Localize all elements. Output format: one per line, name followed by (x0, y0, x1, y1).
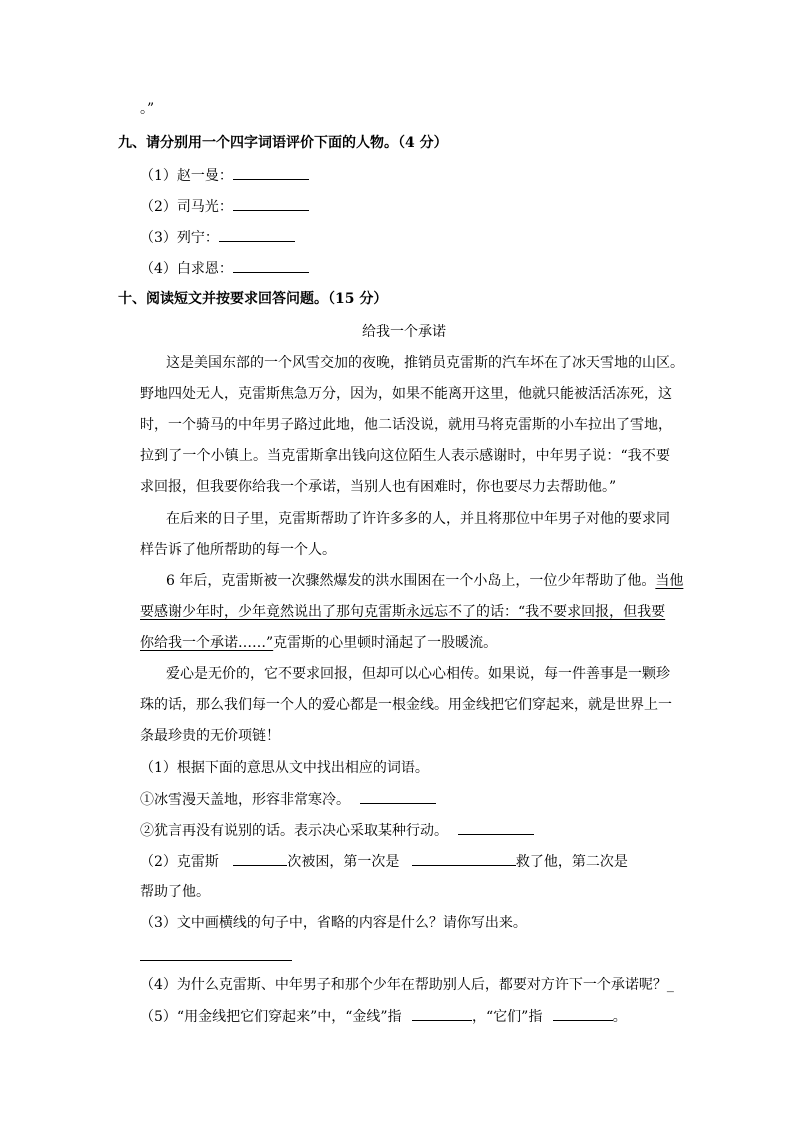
sub2-label-a: （2）克雷斯 (140, 854, 219, 870)
q9-item-1-blank[interactable] (233, 165, 309, 180)
sub3-answer-line[interactable] (140, 946, 292, 961)
sub5-label-a: （5）“用金线把它们穿起来”中，“金线”指 (140, 1009, 402, 1025)
sub2-blank-1[interactable] (233, 851, 287, 866)
top-fragment: 。” (140, 101, 155, 117)
q9-item-3 (140, 227, 295, 248)
p1-line-4: 拉到了一个小镇上。当克雷斯拿出钱向这位陌生人表示感谢时，中年男子说：“我不要 (140, 448, 670, 464)
p1-line-3: 时，一个骑马的中年男子路过此地，他二话没说，就用马将克雷斯的小车拉出了雪地， (140, 417, 672, 433)
sub3-question: （3）文中画横线的句子中，省略的内容是什么？请你写出来。 (140, 915, 527, 931)
sub2-label-b: 次被困，第一次是 (287, 854, 400, 870)
p3-line-2-underlined: 要感谢少年时，少年竟然说出了那句克雷斯永远忘不了的话：“我不要求回报，但我要 (140, 604, 666, 620)
q9-item-4-label: （4）白求恩： (140, 261, 233, 277)
sub5-blank-1[interactable] (412, 1006, 472, 1021)
sub5-blank-2[interactable] (553, 1006, 613, 1021)
p4-line-3: 条最珍贵的无价项链！ (140, 728, 280, 744)
sub5-line (140, 1006, 627, 1027)
p3-line-1 (166, 571, 683, 591)
p1-line-5: 求回报，但我要你给我一个承诺，当别人也有困难时，你也要尽力去帮助他。” (140, 479, 617, 495)
sub5-label-c: 。 (612, 1009, 627, 1025)
sub2-line-1 (140, 851, 675, 872)
p4-line-1: 爱心是无价的，它不要求回报，但却可以心心相传。如果说，每一件善事是一颗珍 (166, 666, 670, 682)
sub1-a-text: ①冰雪漫天盖地，形容非常寒冷。 (140, 792, 350, 808)
passage-title: 给我一个承诺 (362, 324, 446, 340)
sub1-a-blank[interactable] (360, 789, 436, 804)
q9-item-2 (140, 196, 309, 217)
q9-item-2-blank[interactable] (233, 196, 309, 211)
p3-line-1-text: 6 年后，克雷斯被一次骤然爆发的洪水围困在一个小岛上，一位少年帮助了他。 (166, 573, 656, 589)
p3-line-1-underlined: 当他 (655, 573, 684, 589)
sub5-label-b: ，“它们”指 (472, 1009, 543, 1025)
p1-line-2: 野地四处无人，克雷斯焦急万分，因为，如果不能离开这里，他就只能被活活冻死，这 (140, 386, 672, 402)
p2-line-1: 在后来的日子里，克雷斯帮助了许许多多的人，并且将那位中年男子对他的要求同 (166, 511, 670, 527)
sub1-a (140, 789, 436, 810)
sub1-title: （1）根据下面的意思从文中找出相应的词语。 (140, 760, 429, 776)
q9-item-4-blank[interactable] (233, 258, 309, 273)
sub2-line-2: 帮助了他。 (140, 884, 210, 900)
sub4-question: （4）为什么克雷斯、中年男子和那个少年在帮助别人后，都要对方许下一个承诺呢？_ (140, 977, 674, 993)
q9-title: 九、请分别用一个四字词语评价下面的人物。（4 分） (118, 135, 448, 151)
sub2-blank-2[interactable] (412, 851, 516, 866)
sub1-b (140, 820, 534, 841)
q9-item-1 (140, 165, 309, 186)
p1-line-1: 这是美国东部的一个风雪交加的夜晚，推销员克雷斯的汽车坏在了冰天雪地的山区。 (166, 355, 684, 371)
p2-line-2: 样告诉了他所帮助的每一个人。 (140, 542, 336, 558)
sub2-label-c: 救了他，第二次是 (515, 854, 628, 870)
p4-line-2: 珠的话，那么我们每一个人的爱心都是一根金线。用金线把它们穿起来，就是世界上一 (140, 697, 672, 713)
q9-item-4 (140, 258, 309, 279)
p3-line-3-underlined: 你给我一个承诺……” (140, 635, 274, 651)
p3-line-3-text: 克雷斯的心里顿时涌起了一股暖流。 (273, 635, 498, 651)
q10-title: 十、阅读短文并按要求回答问题。（15 分） (118, 291, 388, 307)
q9-item-2-label: （2）司马光： (140, 199, 233, 215)
q9-item-1-label: （1）赵一曼： (140, 168, 233, 184)
q9-item-3-label: （3）列宁： (140, 230, 219, 246)
q9-item-3-blank[interactable] (219, 227, 295, 242)
p3-line-3 (140, 633, 497, 653)
sub1-b-blank[interactable] (458, 820, 534, 835)
sub1-b-text: ②犹言再没有说别的话。表示决心采取某种行动。 (140, 823, 448, 839)
